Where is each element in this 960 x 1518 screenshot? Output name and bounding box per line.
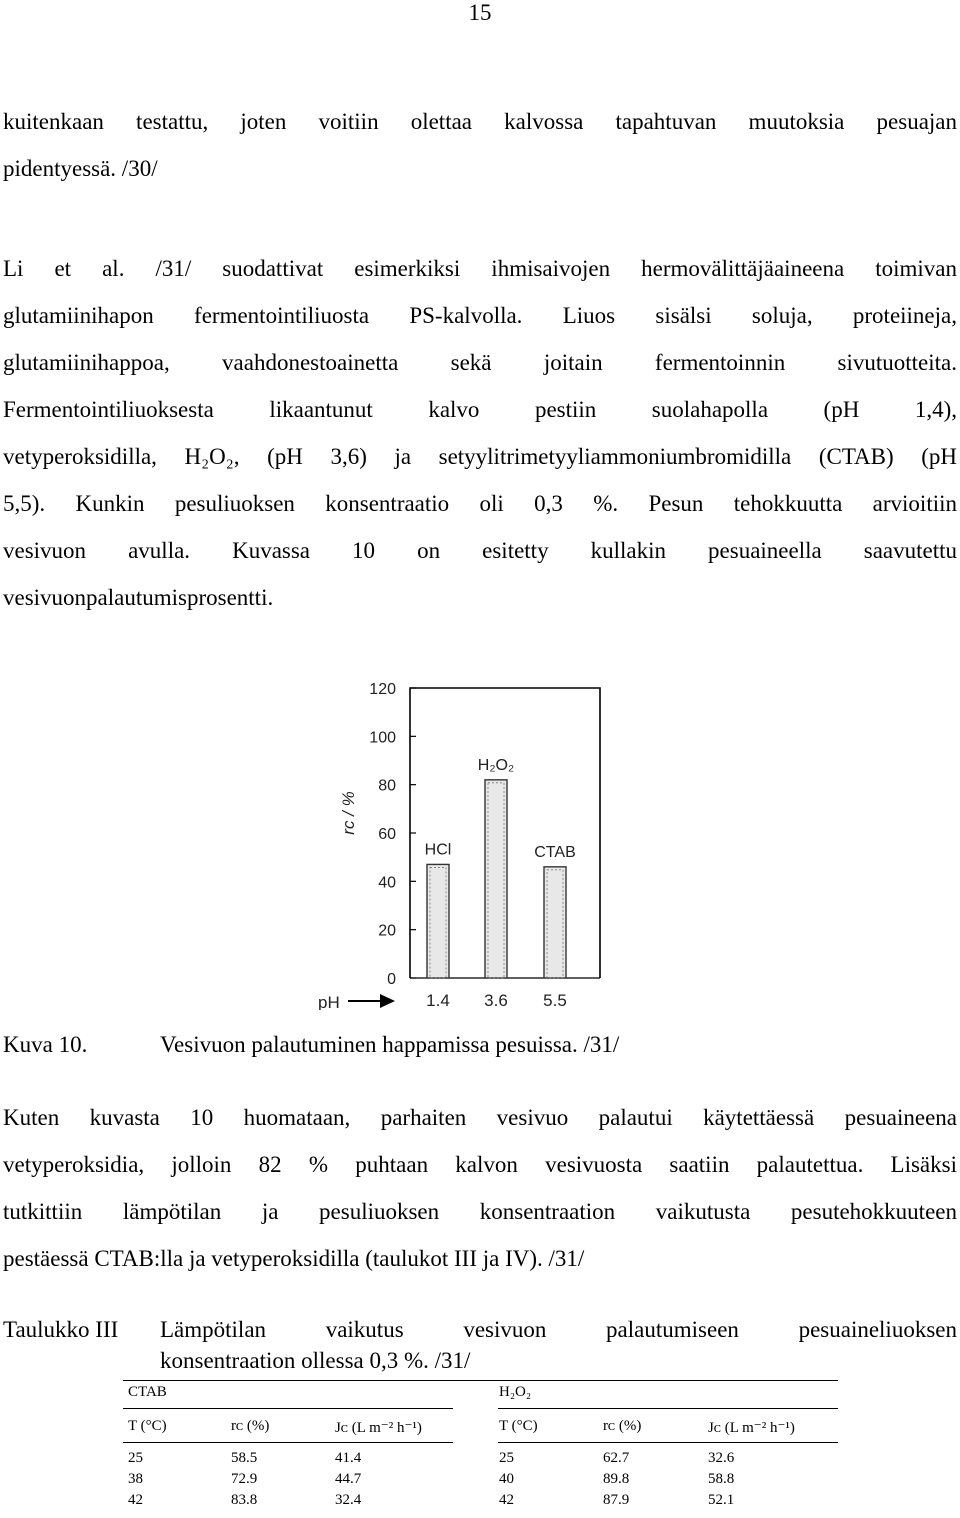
- table-cell: 58.8: [708, 1471, 735, 1487]
- text-line: Fermentointiliuoksesta likaantunut kalvo pestiin suolahapolla (pH 1,4),: [3, 397, 957, 422]
- table-header-t: T (°C): [499, 1418, 538, 1434]
- table-caption-line2: konsentraation ollessa 0,3 %. /31/: [160, 1348, 471, 1373]
- table-cell: 62.7: [603, 1450, 630, 1466]
- ph-arrow-icon: [380, 994, 395, 1008]
- table-header-t: T (°C): [128, 1418, 167, 1434]
- table-cell: 32.4: [335, 1492, 362, 1508]
- text-line: vetyperoksidilla, H₂O₂, (pH 3,6) ja setyylitrimetyyliammoniumbromidilla (CTAB) (pH: [3, 444, 957, 469]
- table-header-jc: Jᴄ (L m⁻² h⁻¹): [335, 1420, 422, 1436]
- table-cell: 32.6: [708, 1450, 735, 1466]
- text-line: 5,5). Kunkin pesuliuoksen konsentraatio oli 0,3 %. Pesun tehokkuutta arvioitiin: [3, 491, 957, 516]
- table-rule-header-left: [123, 1442, 453, 1443]
- y-tick-label: 0: [387, 971, 396, 988]
- text-line: Kuten kuvasta 10 huomataan, parhaiten vesivuo palautui käytettäessä pesuaineena: [3, 1105, 957, 1130]
- page-number: 15: [468, 0, 492, 25]
- text-line: vesivuonpalautumisprosentti.: [3, 585, 274, 610]
- table-cell: 89.8: [603, 1471, 630, 1487]
- table-rule-top: [123, 1380, 838, 1381]
- table-cell: 72.9: [231, 1471, 258, 1487]
- y-axis-label: rᴄ / %: [339, 791, 358, 835]
- text-line: glutamiinihappoa, vaahdonestoainetta sekä joitain fermentoinnin sivutuotteita.: [3, 350, 957, 375]
- y-tick-label: 100: [369, 729, 396, 747]
- text-line: pidentyessä. /30/: [3, 156, 158, 181]
- x-axis-prefix-label: pH: [318, 993, 340, 1010]
- paragraph-3: [3, 1094, 957, 1282]
- table-caption-label: Taulukko III: [3, 1317, 119, 1342]
- y-tick-label: 20: [378, 922, 396, 940]
- table-cell: 44.7: [335, 1471, 362, 1487]
- bar-category-label: H₂O₂: [477, 756, 515, 774]
- table-cell: 25: [128, 1450, 143, 1466]
- bar-category-label: HCl: [424, 841, 452, 859]
- bar-category-label: CTAB: [534, 843, 576, 861]
- table-rule-group-left: [123, 1408, 453, 1409]
- table-cell: 87.9: [603, 1492, 630, 1508]
- paragraph-1: [3, 98, 957, 192]
- table-header-jc: Jᴄ (L m⁻² h⁻¹): [708, 1420, 795, 1436]
- table-cell: 42: [128, 1492, 143, 1508]
- y-tick-label: 40: [378, 874, 396, 892]
- x-tick-label: 5.5: [543, 991, 567, 1010]
- bar-chart-svg: [300, 670, 630, 1010]
- text-line: glutamiinihapon fermentointiliuosta PS-kalvolla. Liuos sisälsi soluja, proteiineja,: [3, 303, 957, 328]
- table-cell: 52.1: [708, 1492, 735, 1508]
- table-header-rc: rᴄ (%): [231, 1418, 270, 1434]
- table-cell: 38: [128, 1471, 143, 1487]
- y-tick-label: 80: [378, 777, 396, 795]
- table-group-h2o2: H₂O₂: [499, 1384, 532, 1400]
- bar-chart: [300, 670, 630, 1010]
- table-caption-line1: Lämpötilan vaikutus vesivuon palautumiseen pesuaineliuoksen: [160, 1317, 957, 1342]
- y-tick-label: 60: [378, 826, 396, 843]
- table-header-rc: rᴄ (%): [603, 1418, 642, 1434]
- text-line: tutkittiin lämpötilan ja pesuliuoksen konsentraation vaikutusta pesutehokkuuteen: [3, 1199, 957, 1224]
- paragraph-2: [3, 245, 957, 621]
- text-line: pestäessä CTAB:lla ja vetyperoksidilla (taulukot III ja IV). /31/: [3, 1246, 585, 1271]
- x-tick-label: 3.6: [484, 991, 508, 1010]
- table-cell: 58.5: [231, 1450, 258, 1466]
- text-line: kuitenkaan testattu, joten voitiin olettaa kalvossa tapahtuvan muutoksia pesuajan: [3, 109, 957, 134]
- y-tick-label: 120: [369, 681, 396, 698]
- table-cell: 40: [499, 1471, 514, 1487]
- table-cell: 42: [499, 1492, 514, 1508]
- text-line: vetyperoksidia, jolloin 82 % puhtaan kalvon vesivuosta saatiin palautettua. Lisäksi: [3, 1152, 957, 1177]
- table-rule-group-right: [498, 1408, 838, 1409]
- x-tick-label: 1.4: [426, 991, 450, 1010]
- table-group-ctab: CTAB: [128, 1384, 167, 1400]
- table-cell: 83.8: [231, 1492, 258, 1508]
- table-rule-header-right: [498, 1442, 838, 1443]
- figure-caption-text: Vesivuon palautuminen happamissa pesuissa. /31/: [160, 1032, 620, 1057]
- text-line: Li et al. /31/ suodattivat esimerkiksi ihmisaivojen hermovälittäjäaineena toimivan: [3, 256, 957, 281]
- text-line: vesivuon avulla. Kuvassa 10 on esitetty kullakin pesuaineella saavutettu: [3, 538, 957, 563]
- table-cell: 25: [499, 1450, 514, 1466]
- figure-caption-label: Kuva 10.: [3, 1032, 88, 1057]
- table-cell: 41.4: [335, 1450, 362, 1466]
